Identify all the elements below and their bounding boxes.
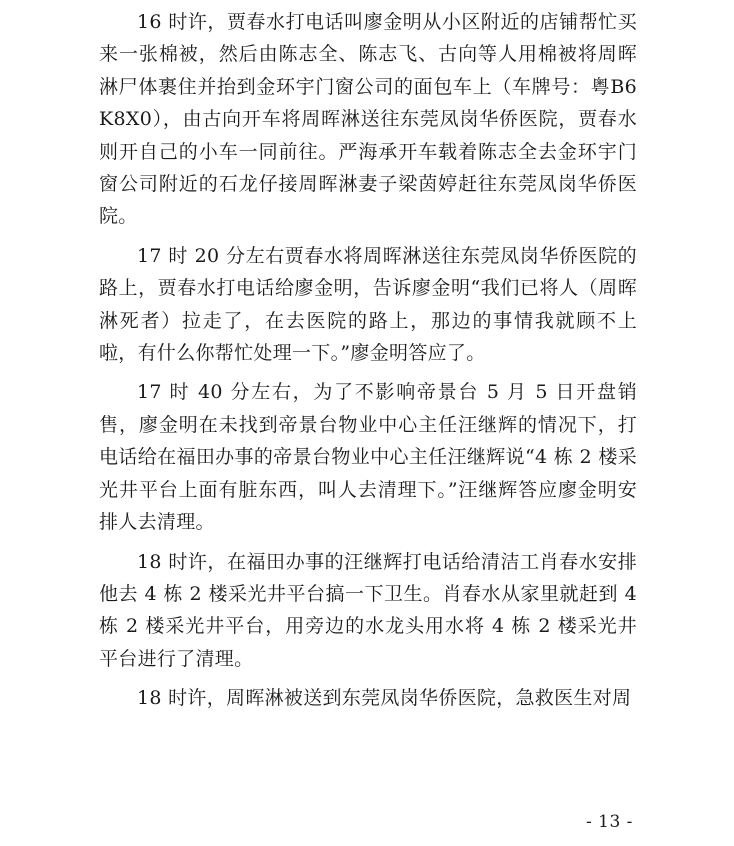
paragraph-5: 18 时许，周晖淋被送到东莞凤岗华侨医院，急救医生对周 [137, 687, 632, 710]
paragraph-3: 17 时 40 分左右，为了不影响帝景台 5 月 5 日开盘销售，廖金明在未找到帝景台物业中心主任汪继辉的情况下，打电话给在福田办事的帝景台物业中心主任汪继辉说“4 栋 2 楼采光井平台上面有脏东西，叫人去清理下。”汪继辉答应廖金明安排人去清理。 [99, 381, 637, 534]
paragraph-4: 18 时许，在福田办事的汪继辉打电话给清洁工肖春水安排他去 4 栋 2 楼采光井平台搞一下卫生。肖春水从家里就赶到 4 栋 2 楼采光井平台，用旁边的水龙头用水将 4 栋 2 楼采光井平台进行了清理。 [99, 550, 637, 670]
document-body [99, 6, 637, 722]
page-number: - 13 - [586, 812, 633, 832]
paragraph-2: 17 时 20 分左右贾春水将周晖淋送往东莞凤岗华侨医院的路上，贾春水打电话给廖金明，告诉廖金明“我们已将人（周晖淋死者）拉走了，在去医院的路上，那边的事情我就顾不上啦，有什么你帮忙处理一下。”廖金明答应了。 [99, 244, 637, 365]
paragraph-1: 16 时许，贾春水打电话叫廖金明从小区附近的店铺帮忙买来一张棉被，然后由陈志全、陈志飞、古向等人用棉被将周晖淋尸体裹住并抬到金环宇门窗公司的面包车上（车牌号：粤B6K8X0），由古向开车将周晖淋送往东莞凤岗华侨医院，贾春水则开自己的小车一同前往。严海承开车载着陈志全去金环宇门窗公司附近的石龙仔接周晖淋妻子梁茵婷赶往东莞凤岗华侨医院。 [99, 11, 637, 228]
